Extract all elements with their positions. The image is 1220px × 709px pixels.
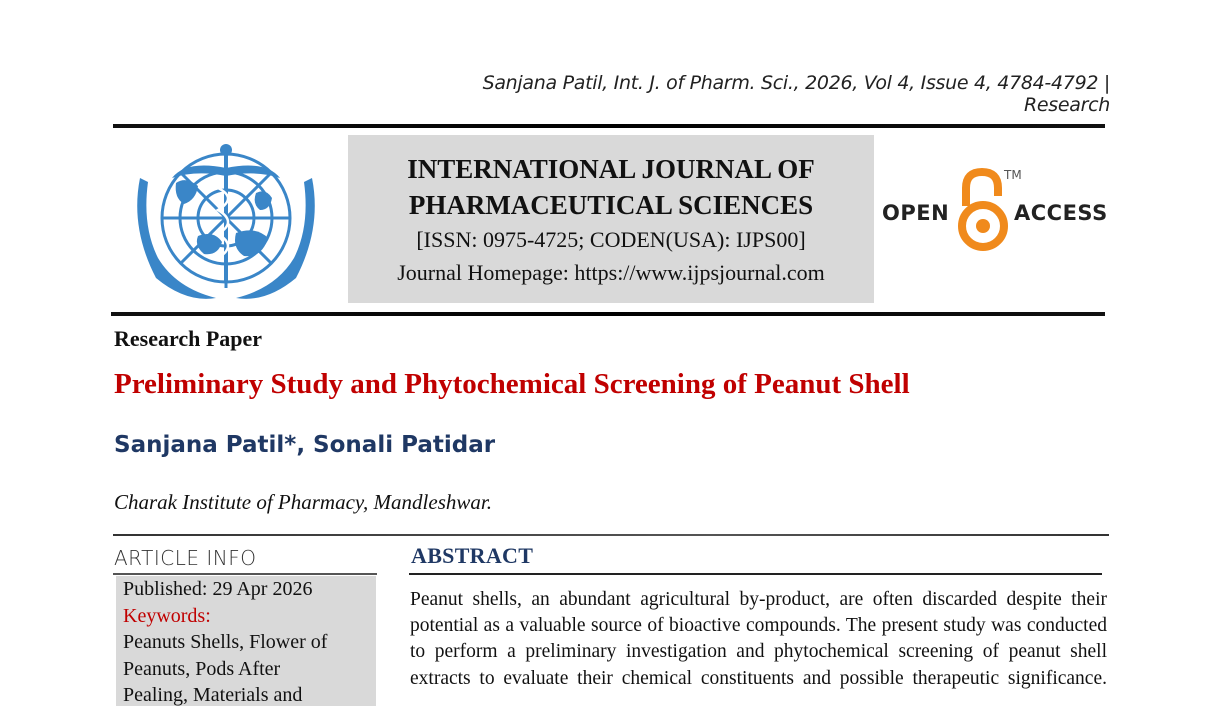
keywords-label: Keywords: xyxy=(123,604,211,627)
abstract-line: Peanut shells, an abundant agricultural by-product, are often discarded despite their xyxy=(410,589,1107,610)
article-type-label: Research Paper xyxy=(114,326,263,351)
open-access-left-word: OPEN xyxy=(882,201,950,225)
abstract-heading: ABSTRACT xyxy=(411,543,534,568)
abstract-line: extracts to evaluate their chemical constituents and possible therapeutic significance. xyxy=(410,667,1107,689)
journal-logo xyxy=(126,138,326,306)
running-head-citation: Sanjana Patil, Int. J. of Pharm. Sci., 2026, Vol 4, Issue 4, 4784-4792 | Research xyxy=(482,72,1110,116)
article-info-rule xyxy=(113,573,377,575)
journal-title-line2: PHARMACEUTICAL SCIENCES xyxy=(408,190,814,220)
published-date: Published: 29 Apr 2026 xyxy=(123,578,313,600)
keywords-line: Peanuts Shells, Flower of xyxy=(123,631,328,653)
article-info-box xyxy=(116,576,376,706)
keywords-line: Pealing, Materials and xyxy=(123,684,303,706)
section-divider xyxy=(113,534,1109,536)
author-affiliation: Charak Institute of Pharmacy, Mandleshwar. xyxy=(114,490,492,514)
journal-homepage: Journal Homepage: https://www.ijpsjournal.com xyxy=(397,260,825,285)
abstract-text xyxy=(410,587,1107,692)
journal-title-line1: INTERNATIONAL JOURNAL OF xyxy=(407,154,815,184)
header-bottom-rule xyxy=(111,312,1105,316)
article-authors: Sanjana Patil*, Sonali Patidar xyxy=(114,432,496,458)
article-info-heading: ARTICLE INFO xyxy=(114,546,257,570)
journal-masthead xyxy=(348,135,874,303)
journal-identifiers: [ISSN: 0975-4725; CODEN(USA): IJPS00] xyxy=(416,227,806,252)
abstract-rule xyxy=(409,573,1102,575)
article-title: Preliminary Study and Phytochemical Screening of Peanut Shell xyxy=(114,368,910,400)
trademark-mark: TM xyxy=(1004,168,1022,182)
open-access-badge xyxy=(880,166,1110,252)
abstract-line: to perform a preliminary investigation and phytochemical screening of peanut shell xyxy=(410,641,1107,663)
open-access-right-word: ACCESS xyxy=(1014,201,1108,225)
caduceus-globe-laurel-icon xyxy=(126,138,326,306)
keywords-line: Peanuts, Pods After xyxy=(123,657,281,680)
header-top-rule xyxy=(113,124,1105,128)
abstract-line: potential as a valuable source of bioactive compounds. The present study was conducted xyxy=(410,615,1107,637)
